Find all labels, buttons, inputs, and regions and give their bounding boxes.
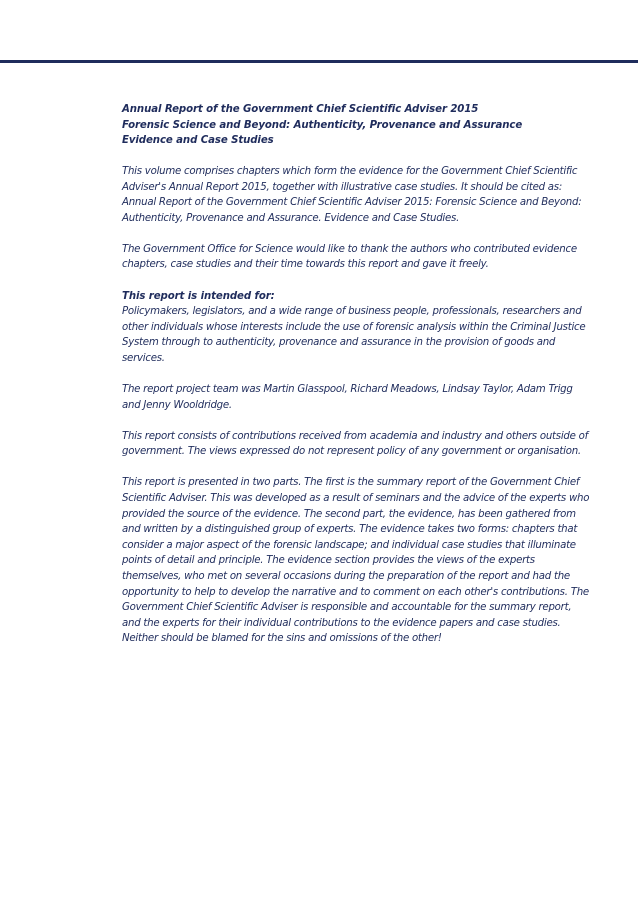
title-block: [122, 102, 592, 149]
report-title: Annual Report of the Government Chief Scientific Adviser 2015: [122, 104, 479, 115]
citation-paragraph: [122, 164, 592, 226]
document-body: [122, 102, 592, 662]
citation-text: Annual Report of the Government Chief Scientific Adviser 2015: Forensic Science and Beyond: Authenticity, Provenance and Assurance. Evidence and Case Studies.: [122, 197, 582, 224]
report-section-title: Evidence and Case Studies: [122, 135, 274, 146]
intended-body: Policymakers, legislators, and a wide range of business people, professionals, researchers and other individuals whose interests include the use of forensic analysis within the Criminal Justice System through to authenticity, provenance and assurance in the provision of goods and services.: [122, 306, 586, 364]
team-paragraph: The report project team was Martin Glasspool, Richard Meadows, Lindsay Taylor, Adam Trigg and Jenny Wooldridge.: [122, 384, 573, 411]
report-subtitle: Forensic Science and Beyond: Authenticity, Provenance and Assurance: [122, 119, 523, 131]
header-rule: [0, 60, 638, 63]
two-parts-paragraph: This report is presented in two parts. The first is the summary report of the Government Chief Scientific Adviser. This was developed as a result of seminars and the advice of the experts who provided the source of the evidence. The second part, the evidence, has been gathered from and written by a distinguished group of experts. The evidence takes two forms: chapters that consider a major aspect of the forensic landscape; and individual case studies that illuminate points of detail and principle. The evidence section provides the views of the experts themselves, who met on several occasions during the preparation of the report and had the opportunity to help to develop the narrative and to comment on each other's contributions. The Government Chief Scientific Adviser is responsible and accountable for the summary report, and the experts for their individual contributions to the evidence papers and case studies. Neither should be blamed for the sins and omissions of the other!: [122, 477, 590, 645]
intended-section: [122, 289, 592, 367]
contributions-paragraph: This report consists of contributions received from academia and industry and others outside of government. The views expressed do not represent policy of any government or organisation.: [122, 430, 588, 458]
thanks-paragraph: The Government Office for Science would like to thank the authors who contributed evidence chapters, case studies and their time towards this report and gave it freely.: [122, 243, 577, 271]
intended-heading: This report is intended for:: [122, 290, 275, 302]
comprises-text: This volume comprises chapters which form the evidence for the Government Chief Scientific Adviser's Annual Report 2015, together with illustrative case studies. It should be cited as:: [122, 166, 578, 193]
